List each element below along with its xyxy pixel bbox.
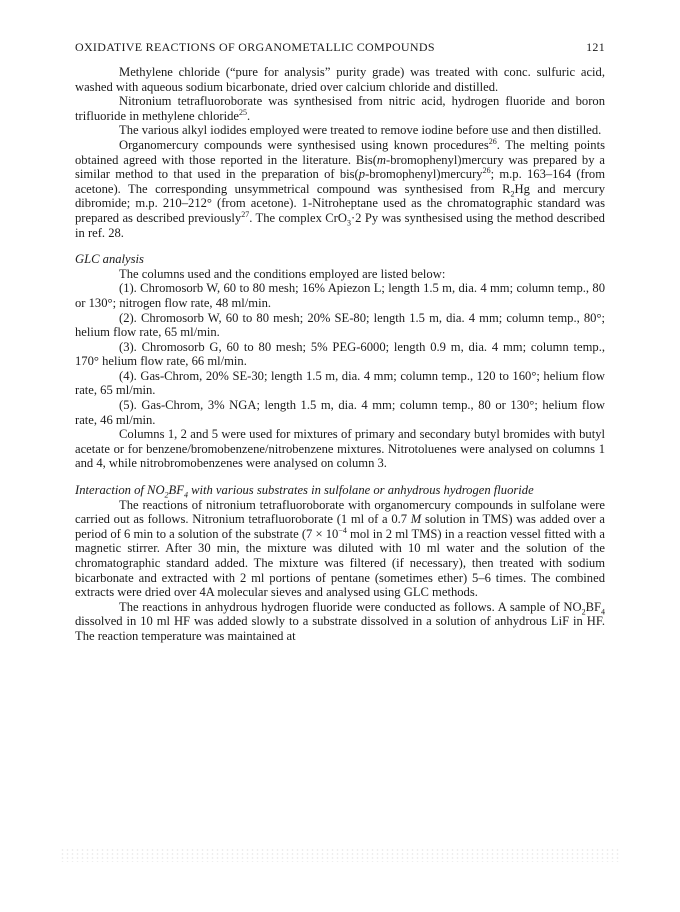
glc-column-2: (2). Chromosorb W, 60 to 80 mesh; 20% SE-80; length 1.5 m, dia. 4 mm; column temp., 80°; helium flow rate, 65 ml/min. <box>75 310 605 340</box>
section-heading-interaction: Interaction of $NO_2BF_4$ with various substrates in sulfolane or anhydrous hydrogen fluoride <box>75 483 534 500</box>
paragraph-organomercury: Organomercury compounds were synthesised using known procedures$^{26}$. The melting points obtained agreed with those reported in the literature. Bis(m-bromophenyl)mercury was prepared by a similar method to that used in the preparation of bis(p-bromophenyl)mercury$^{26}$; m.p. 163–164 (from acetone). The corresponding unsymmetrical compound was synthesised from $R_2Hg$ and mercury dibromide; m.p. 210–212° (from acetone). 1-Nitroheptane used as the chromatographic standard was prepared as described previously$^{27}$. The complex CrO$_3$·2 Py was synthesised using the method described in ref. 28. <box>75 136 605 240</box>
glc-column-3: (3). Chromosorb G, 60 to 80 mesh; 5% PEG-6000; length 0.9 m, dia. 4 mm; column temp., 170° helium flow rate, 66 ml/min. <box>75 339 605 369</box>
paragraph-methylene-chloride: Methylene chloride (“pure for analysis” purity grade) was treated with conc. sulfuric acid, washed with aqueous sodium bicarbonate, dried over calcium chloride and distilled. <box>75 65 605 94</box>
body-text <box>75 65 605 644</box>
scan-noise <box>60 848 620 862</box>
page-number: 121 <box>586 40 605 54</box>
glc-column-1: (1). Chromosorb W, 60 to 80 mesh; 16% Apiezon L; length 1.5 m, dia. 4 mm; column temp., 80 or 130°; nitrogen flow rate, 48 ml/min. <box>75 281 605 310</box>
glc-column-usage: Columns 1, 2 and 5 were used for mixtures of primary and secondary butyl bromides with butyl acetate or for benzene/bromobenzene/nitrobenzene mixtures. Nitrotoluenes were analysed on columns 1 and 4, while nitrobromobenzenes were analysed on column 3. <box>75 427 605 471</box>
running-title: OXIDATIVE REACTIONS OF ORGANOMETALLIC COMPOUNDS <box>75 40 435 54</box>
paragraph-alkyl-iodides: The various alkyl iodides employed were treated to remove iodine before use and then distilled. <box>119 123 602 138</box>
running-header <box>75 40 605 55</box>
glc-column-5: (5). Gas-Chrom, 3% NGA; length 1.5 m, dia. 4 mm; column temp., 80 or 130°; helium flow rate, 46 ml/min. <box>75 398 605 427</box>
page <box>75 40 605 644</box>
paragraph-sulfolane-procedure: The reactions of nitronium tetrafluoroborate with organomercury compounds in sulfolane were carried out as follows. Nitronium tetrafluoroborate (1 ml of a 0.7 M solution in TMS) was added over a period of 6 min to a solution of the substrate ($7 \times 10^{-4}$ mol in 2 ml TMS) in a reaction vessel fitted with a magnetic stirrer. After 30 min, the mixture was diluted with 10 ml water and the solution of the chromatographic standard added. The mixture was filtered (if necessary), then treated with sodium bicarbonate and extracted with 2 ml portions of pentane (sometimes ether) 5–6 times. The combined extracts were dried over 4A molecular sieves and analysed using GLC methods. <box>75 497 605 600</box>
section-heading-glc: GLC analysis <box>75 252 144 267</box>
paragraph-hf-procedure: The reactions in anhydrous hydrogen fluoride were conducted as follows. A sample of $NO_2BF_4$ dissolved in 10 ml HF was added slowly to a substrate dissolved in a solution of anhydrous LiF in HF. The reaction temperature was maintained at <box>75 599 605 643</box>
glc-intro: The columns used and the conditions employed are listed below: <box>119 266 446 281</box>
paragraph-nitronium-synthesis: Nitronium tetrafluoroborate was synthesised from nitric acid, hydrogen fluoride and boron trifluoride in methylene chloride$^{25}$. <box>75 94 605 123</box>
glc-column-4: (4). Gas-Chrom, 20% SE-30; length 1.5 m, dia. 4 mm; column temp., 120 to 160°; helium flow rate, 65 ml/min. <box>75 368 605 398</box>
